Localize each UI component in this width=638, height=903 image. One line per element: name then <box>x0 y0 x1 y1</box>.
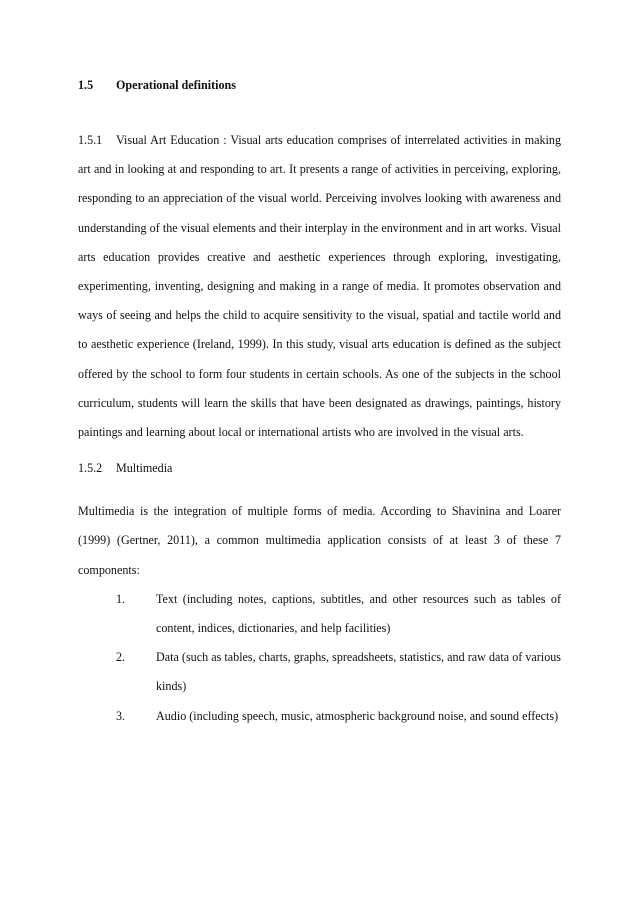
list-item-text: Text (including notes, captions, subtitles, and other resources such as tables of content, indices, dictionaries, and help facilities) <box>156 591 561 636</box>
document-page <box>78 72 561 731</box>
list-item <box>78 585 561 643</box>
list-item <box>78 643 561 701</box>
section-heading <box>78 78 561 96</box>
subsection-2-title: Multimedia <box>116 461 173 476</box>
subsection-1-paragraph <box>78 126 561 447</box>
subsection-2-heading <box>78 461 561 479</box>
component-list <box>78 585 561 731</box>
subsection-2-number: 1.5.2 <box>78 461 103 476</box>
list-item <box>78 702 561 731</box>
subsection-2-intro: Multimedia is the integration of multiple forms of media. According to Shavinina and Loarer (1999) (Gertner, 2011), a common multimedia application consists of at least 3 of these 7 components: <box>78 504 561 577</box>
list-item-text: Data (such as tables, charts, graphs, spreadsheets, statistics, and raw data of various kinds) <box>156 650 561 694</box>
subsection-1-number: 1.5.1 <box>78 133 103 147</box>
subsection-1-text: Visual Art Education : Visual arts education comprises of interrelated activities in making art and in looking at and responding to art. It presents a range of activities in perceiving, exploring, responding to an appreciation of the visual world. Perceiving involves looking with awareness and understanding of the visual elements and their interplay in the environment and in art works. Visual arts education provides creative and aesthetic experiences through exploring, investigating, experimenting, inventing, designing and making in a range of media. It promotes observation and ways of seeing and helps the child to acquire sensitivity to the visual, spatial and tactile world and to aesthetic experience (Ireland, 1999). In this study, visual arts education is defined as the subject offered by the school to form four students in certain schools. As one of the subjects in the school curriculum, students will learn the skills that have been designated as drawings, paintings, history paintings and learning about local or international artists who are involved in the visual arts. <box>78 133 561 440</box>
section-number: 1.5 <box>78 78 94 92</box>
list-item-marker: 1. <box>116 591 126 606</box>
list-item-text: Audio (including speech, music, atmospheric background noise, and sound effects) <box>156 708 559 723</box>
section-title: Operational definitions <box>116 78 236 92</box>
list-item-marker: 2. <box>116 650 126 665</box>
list-item-marker: 3. <box>116 708 126 723</box>
